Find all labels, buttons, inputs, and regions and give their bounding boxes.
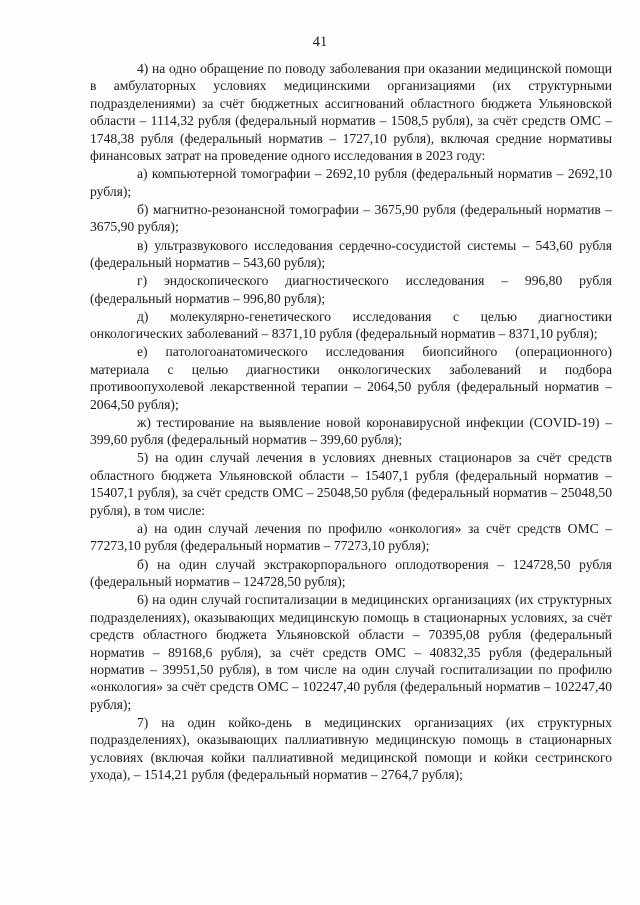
paragraph-item-5: 5) на один случай лечения в условиях дневных стационаров за счёт средств областного бюджета Ульяновской области – 15407,1 рубля (федеральный норматив – 15407,1 рубля), за счёт средств ОМС – 25048,50 рубля (федеральный норматив – 25048,50 рубля), в том числе: [90, 450, 612, 518]
paragraph-item-6: 6) на один случай госпитализации в медицинских организациях (их структурных подразделениях), оказывающих медицинскую помощь в стационарных условиях, за счёт средств областного бюджета Ульяновской области – 70395,08 рубля (федеральный норматив – 89168,6 рубля), за счёт средств ОМС – 40832,35 рубля (федеральный норматив – 39951,50 рубля), в том числе на один случай госпитализации по профилю «онкология» за счёт средств ОМС – 102247,40 рубля (федеральный норматив – 102247,40 рубля); [90, 592, 612, 712]
paragraph-item-4: 4) на одно обращение по поводу заболевания при оказании медицинской помощи в амбулаторных условиях медицинскими организациями (их структурными подразделениями) за счёт бюджетных ассигнований областного бюджета Ульяновской области – 1114,32 рубля (федеральный норматив – 1508,5 рубля), за счёт средств ОМС – 1748,38 рубля (федеральный норматив – 1727,10 рубля), включая средние нормативы финансовых затрат на проведение одного исследования в 2023 году: [90, 61, 612, 164]
paragraph-item-4g: г) эндоскопического диагностического исследования – 996,80 рубля (федеральный норматив – 996,80 рубля); [90, 273, 612, 306]
paragraph-item-4d: д) молекулярно-генетического исследования с целью диагностики онкологических заболеваний – 8371,10 рубля (федеральный норматив – 8371,10 рубля); [90, 308, 612, 342]
paragraph-item-4e: е) патологоанатомического исследования биопсийного (операционного) материала с целью диагностики онкологических заболеваний и подбора противоопухолевой лекарственной терапии – 2064,50 рубля (федеральный норматив – 2064,50 рубля); [90, 344, 612, 412]
paragraph-item-7: 7) на один койко-день в медицинских организациях (их структурных подразделениях), оказывающих паллиативную медицинскую помощь в стационарных условиях (включая койки паллиативной медицинской помощи и койки сестринского ухода), – 1514,21 рубля (федеральный норматив – 2764,7 рубля); [90, 715, 612, 783]
document-body [90, 60, 612, 785]
paragraph-item-4zh: ж) тестирование на выявление новой коронавирусной инфекции (COVID-19) – 399,60 рубля (федеральный норматив – 399,60 рубля); [90, 414, 612, 448]
paragraph-item-4b: б) магнитно-резонансной томографии – 3675,90 рубля (федеральный норматив – 3675,90 рубля); [90, 202, 612, 235]
paragraph-item-4a: а) компьютерной томографии – 2692,10 рубля (федеральный норматив – 2692,10 рубля); [90, 166, 612, 199]
paragraph-item-4v: в) ультразвукового исследования сердечно-сосудистой системы – 543,60 рубля (федеральный норматив – 543,60 рубля); [90, 237, 612, 271]
paragraph-item-5a: а) на один случай лечения по профилю «онкология» за счёт средств ОМС – 77273,10 рубля (федеральный норматив – 77273,10 рубля); [90, 520, 612, 554]
paragraph-item-5b: б) на один случай экстракорпорального оплодотворения – 124728,50 рубля (федеральный норматив – 124728,50 рубля); [90, 556, 612, 590]
page-number: 41 [312, 34, 328, 50]
